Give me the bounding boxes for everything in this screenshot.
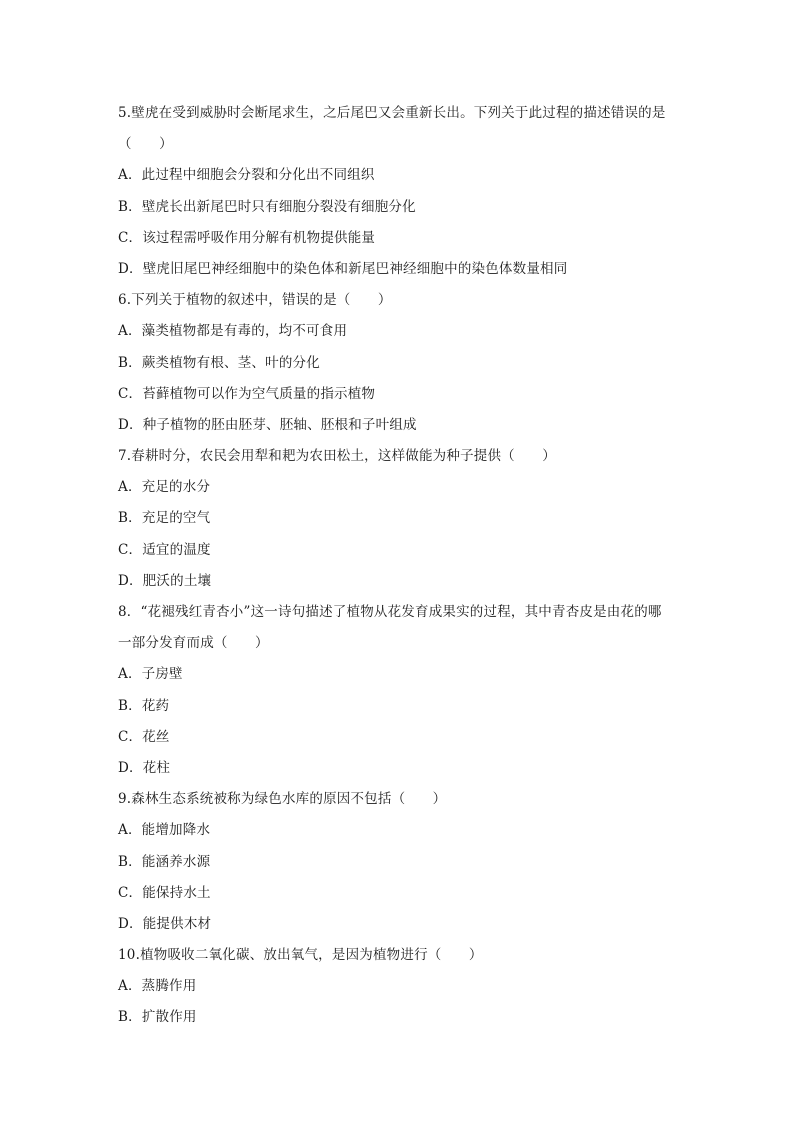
question-5-stem-line-2: （ ）	[118, 136, 173, 153]
question-6-option-b: B．蕨类植物有根、茎、叶的分化	[118, 354, 320, 371]
question-7-option-a: A．充足的水分	[118, 479, 211, 496]
question-5-option-c: C．该过程需呼吸作用分解有机物提供能量	[118, 229, 376, 246]
question-8-option-c: C．花丝	[118, 728, 170, 745]
question-9-option-d: D．能提供木材	[118, 915, 212, 932]
question-8-stem-line-2: 一部分发育而成（ ）	[118, 635, 269, 652]
question-9-option-b: B．能涵养水源	[118, 853, 211, 870]
question-8-option-d: D．花柱	[118, 759, 171, 776]
question-7-stem: 7.春耕时分，农民会用犁和耙为农田松土，这样做能为种子提供（ ）	[118, 448, 556, 465]
question-5-stem-line-1: 5.壁虎在受到威胁时会断尾求生，之后尾巴又会重新长出。下列关于此过程的描述错误的是	[118, 105, 666, 121]
question-6-option-d: D．种子植物的胚由胚芽、胚轴、胚根和子叶组成	[118, 416, 417, 433]
question-6-option-a: A．藻类植物都是有毒的，均不可食用	[118, 323, 348, 340]
question-5-option-b: B．壁虎长出新尾巴时只有细胞分裂没有细胞分化	[118, 198, 416, 215]
question-10	[118, 944, 683, 1038]
question-6-stem: 6.下列关于植物的叙述中，错误的是（ ）	[118, 292, 392, 309]
question-9-option-a: A．能增加降水	[118, 822, 211, 839]
question-6-option-c: C．苔藓植物可以作为空气质量的指示植物	[118, 385, 376, 402]
question-9-option-c: C．能保持水土	[118, 884, 211, 901]
question-7-option-d: D．肥沃的土壤	[118, 572, 212, 589]
question-8	[118, 601, 683, 788]
question-7-option-b: B．充足的空气	[118, 510, 211, 527]
question-10-option-a: A．蒸腾作用	[118, 978, 197, 995]
question-10-option-b: B．扩散作用	[118, 1009, 197, 1026]
question-8-stem-line-1: 8．“花褪残红青杏小”这一诗句描述了植物从花发育成果实的过程，其中青杏皮是由花的哪	[118, 604, 662, 620]
question-9-stem: 9.森林生态系统被称为绿色水库的原因不包括（ ）	[118, 791, 447, 808]
question-7-option-c: C．适宜的温度	[118, 541, 211, 558]
question-5	[118, 102, 683, 289]
question-7	[118, 445, 683, 601]
question-6	[118, 289, 683, 445]
question-5-option-a: A．此过程中细胞会分裂和分化出不同组织	[118, 167, 375, 184]
question-5-option-d: D．壁虎旧尾巴神经细胞中的染色体和新尾巴神经细胞中的染色体数量相同	[118, 260, 568, 277]
question-list	[118, 102, 683, 1038]
question-10-stem: 10.植物吸收二氧化碳、放出氧气，是因为植物进行（ ）	[118, 947, 483, 964]
question-8-option-a: A．子房壁	[118, 666, 183, 683]
question-8-option-b: B．花药	[118, 697, 170, 714]
question-9	[118, 788, 683, 944]
